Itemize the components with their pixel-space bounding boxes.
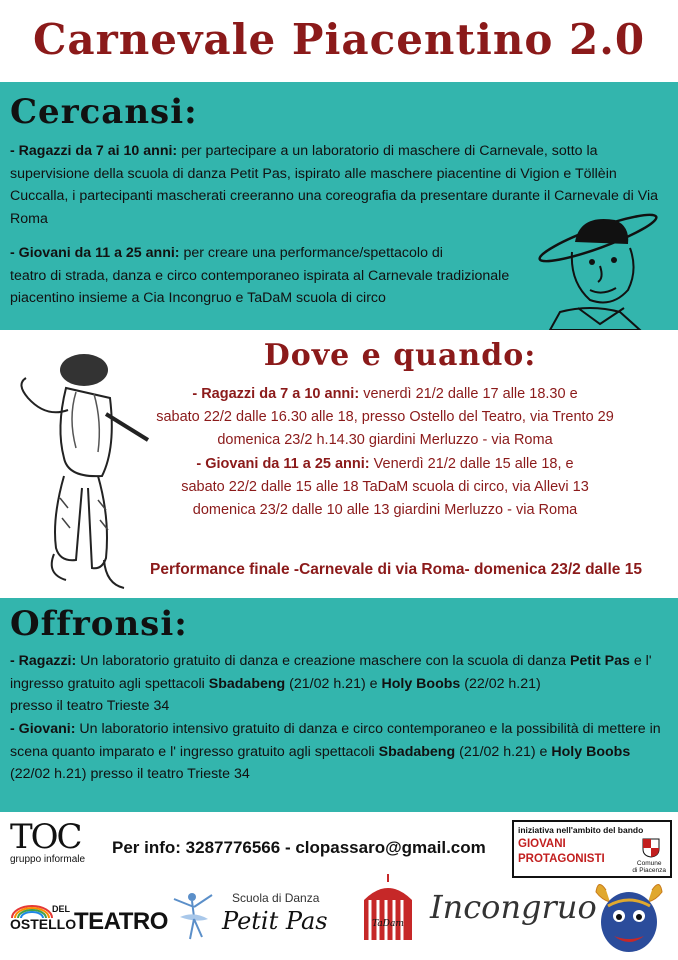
offronsi-heading: Offronsi: xyxy=(10,604,188,644)
cercansi-giovani-label: - Giovani da 11 a 25 anni: xyxy=(10,245,180,261)
offronsi-ragazzi-text3: (21/02 h.21) e xyxy=(289,675,378,692)
masked-man-illustration xyxy=(520,212,670,330)
cercansi-ragazzi-label: - Ragazzi da 7 ai 10 anni: xyxy=(10,143,178,159)
dove-giovani-line3: domenica 23/2 dalle 10 alle 13 giardini Merluzzo - via Roma xyxy=(192,502,578,519)
toc-logo-text: TOC xyxy=(10,817,81,857)
cercansi-giovani-line3: piacentino insieme a Cia Incongruo e TaDaM scuola di circo xyxy=(10,290,386,306)
tadam-tent-logo xyxy=(360,872,416,942)
bando-title-line1: GIOVANI xyxy=(518,838,566,850)
horned-mask-logo xyxy=(594,880,664,956)
ostello-del-teatro-logo xyxy=(10,904,168,936)
offronsi-giovani-paragraph xyxy=(10,718,674,786)
dove-giovani-line1: Venerdì 21/2 dalle 15 alle 18, e xyxy=(373,455,574,472)
cercansi-ragazzi-text: per partecipare a un laboratorio di maschere di Carnevale, sotto la supervisione della scuola di danza Petit Pas, ispirato alle maschere piacentine di Vigion e Töllèin Cuccalla, i partecipanti mascherati creeranno una coreografia da presentare durante il Carnevale di Via Roma xyxy=(10,143,659,227)
dove-giovani-line2: sabato 22/2 dalle 15 alle 18 TaDaM scuola di circo, via Allevi 13 xyxy=(181,478,589,495)
bando-caption: iniziativa nell'ambito del bando xyxy=(518,825,644,835)
cercansi-giovani-line1: per creare una performance/spettacolo di xyxy=(183,245,443,261)
bando-title-line2: PROTAGONISTI xyxy=(518,853,605,865)
offronsi-giovani-label: - Giovani: xyxy=(10,721,76,737)
offronsi-ragazzi-text5: presso il teatro Trieste 34 xyxy=(10,698,170,714)
offronsi-ragazzi-text1: Un laboratorio gratuito di danza e creazione maschere con la scuola di danza xyxy=(80,653,566,669)
ostello-word: OSTELLO xyxy=(10,916,77,932)
offronsi-petit-pas: Petit Pas xyxy=(569,653,630,669)
dove-ragazzi-line2: sabato 22/2 dalle 16.30 alle 18, presso Ostello del Teatro, via Trento 29 xyxy=(156,409,614,426)
offronsi-giovani-text3: (22/02 h.21) presso il teatro Trieste 34 xyxy=(10,766,250,782)
offronsi-giovani-sbadabeng: Sbadabeng xyxy=(378,743,456,760)
dancer-icon xyxy=(170,889,220,941)
cercansi-heading: Cercansi: xyxy=(10,92,198,132)
tadam-text: TaDam xyxy=(372,919,404,929)
comune-label xyxy=(632,860,666,874)
ostello-del: DEL xyxy=(52,904,70,914)
offronsi-ragazzi-paragraph xyxy=(10,650,674,718)
offronsi-sbadabeng: Sbadabeng xyxy=(208,675,286,692)
comune-line1: Comune xyxy=(636,860,662,867)
offronsi-ragazzi-text2: e l' ingresso gratuito agli spettacoli xyxy=(10,653,652,692)
cercansi-giovani-paragraph xyxy=(10,242,540,310)
comune-crest-icon xyxy=(642,838,660,858)
offronsi-section xyxy=(0,598,678,812)
toc-logo xyxy=(10,817,102,870)
offronsi-ragazzi-text4: (22/02 h.21) xyxy=(464,675,541,692)
contact-info: Per info: 3287776566 - clopassaro@gmail.com xyxy=(112,838,486,857)
toc-logo-subtitle: gruppo informale xyxy=(10,854,86,865)
offronsi-holy-boobs: Holy Boobs xyxy=(381,675,461,692)
dove-ragazzi-block xyxy=(150,383,620,522)
incongruo-logo: Incongruo xyxy=(430,888,597,926)
cercansi-section xyxy=(0,82,678,330)
teatro-word: TEATRO xyxy=(74,908,168,935)
offronsi-giovani-text1: Un laboratorio intensivo gratuito di danza e circo contemporaneo e la possibilità di mettere in scena quanto imparato e l' ingresso gratuito agli spettacoli xyxy=(10,721,661,760)
dove-quando-heading: Dove e quando: xyxy=(263,338,537,373)
dove-ragazzi-line3: domenica 23/2 h.14.30 giardini Merluzzo - via Roma xyxy=(217,432,553,449)
offronsi-ragazzi-label: - Ragazzi: xyxy=(10,653,77,669)
dove-giovani-label: - Giovani da 11 a 25 anni: xyxy=(196,455,370,472)
comune-line2: di Piacenza xyxy=(632,867,666,874)
giovani-protagonisti-badge xyxy=(512,820,672,878)
offronsi-giovani-text2: (21/02 h.21) e xyxy=(459,743,548,760)
petit-pas-wordmark: Petit Pas xyxy=(222,907,328,935)
dove-ragazzi-line1: venerdì 21/2 dalle 17 alle 18.30 e xyxy=(363,386,578,402)
page-title: Carnevale Piacentino 2.0 xyxy=(32,15,646,64)
cercansi-giovani-line2: teatro di strada, danza e circo contemporaneo ispirata al Carnevale tradizionale xyxy=(10,267,510,284)
dove-ragazzi-label: - Ragazzi da 7 a 10 anni: xyxy=(192,386,360,402)
scuola-di-danza: Scuola di Danza xyxy=(232,891,320,905)
petit-pas-logo xyxy=(170,885,350,945)
offronsi-giovani-holy-boobs: Holy Boobs xyxy=(551,743,631,760)
performance-finale: Performance finale -Carnevale di via Roma- domenica 23/2 dalle 15 xyxy=(150,561,642,578)
